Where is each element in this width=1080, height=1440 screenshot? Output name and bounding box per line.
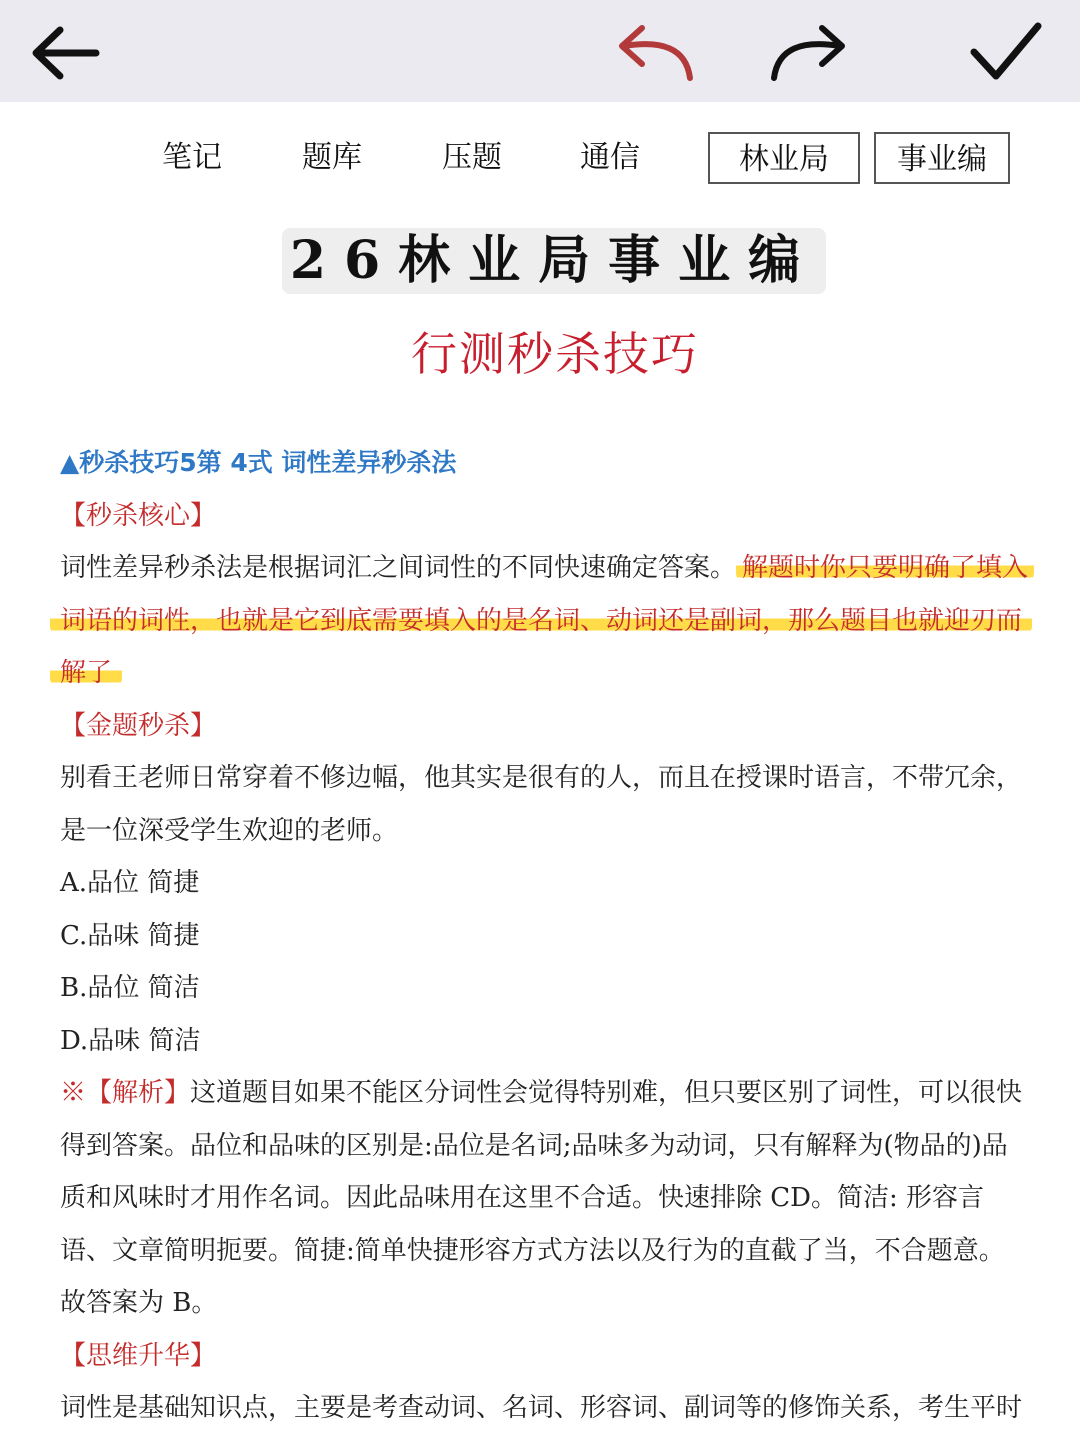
option-a: A.品位 简捷 [60,868,200,898]
core-highlight-2: 词语的词性，也就是它到底需要填入的是名词、动词还是副词，那么题目也就迎刃而 [50,606,1032,636]
tab-telecom[interactable]: 通信 [580,140,640,175]
option-c: C.品味 简捷 [60,920,200,951]
core-line-2 [60,595,1025,648]
tab-notes[interactable]: 笔记 [162,140,222,175]
core-label: 【秒杀核心】 [60,500,217,531]
core-line-3 [60,647,1025,700]
document-title: 26林业局事业编 [289,230,819,291]
document-body [60,437,1029,1435]
analysis-line-5: 故答案为 B。 [60,1288,218,1318]
undo-icon[interactable] [612,18,696,88]
analysis-label: ※【解析】 [60,1078,191,1108]
redo-icon[interactable] [768,18,852,88]
tab-forestry-bureau[interactable]: 林业局 [708,132,860,184]
gold-label: 【金题秒杀】 [60,710,217,741]
top-toolbar [0,0,1080,102]
tab-public-institution[interactable]: 事业编 [874,132,1010,184]
core-highlight-1: 解题时你只要明确了填入 [736,553,1034,583]
core-line-1 [60,542,1029,595]
tab-question-bank[interactable]: 题库 [302,140,362,175]
analysis-text-1: 这道题目如果不能区分词性会觉得特别难，但只要区别了词性，可以很快 [190,1078,1023,1108]
question-line-2: 是一位深受学生欢迎的老师。 [60,815,399,846]
think-label: 【思维升华】 [60,1340,217,1371]
section-heading: ▲秒杀技巧5第 4式 词性差异秒杀法 [60,448,457,477]
analysis-line-3: 质和风味时才用作名词。因此品味用在这里不合适。快速排除 CD。简洁: 形容言 [60,1183,985,1213]
category-tabs [0,132,1080,186]
tab-predicted-questions[interactable]: 压题 [442,140,502,175]
option-d: D.品味 简洁 [60,1025,201,1056]
document-subtitle: 行测秒杀技巧 [411,327,699,381]
back-arrow-icon[interactable] [26,18,110,88]
analysis-line-1 [60,1067,1025,1120]
question-line-1: 别看王老师日常穿着不修边幅，他其实是很有的人，而且在授课时语言，不带冗余， [60,763,1023,793]
analysis-line-4: 语、文章简明扼要。简捷:简单快捷形容方式方法以及行为的直截了当，不合题意。 [60,1235,1005,1266]
think-line-1: 词性是基础知识点，主要是考查动词、名词、形容词、副词等的修饰关系，考生平时 [60,1393,1023,1423]
option-b: B.品位 简洁 [60,973,200,1003]
analysis-line-2: 得到答案。品位和品味的区别是:品位是名词;品味多为动词，只有解释为(物品的)品 [60,1130,1008,1161]
document-title-box [282,228,826,294]
core-highlight-3: 解了 [50,658,122,688]
checkmark-icon[interactable] [964,18,1048,88]
core-text: 词性差异秒杀法是根据词汇之间词性的不同快速确定答案。 [60,553,737,583]
